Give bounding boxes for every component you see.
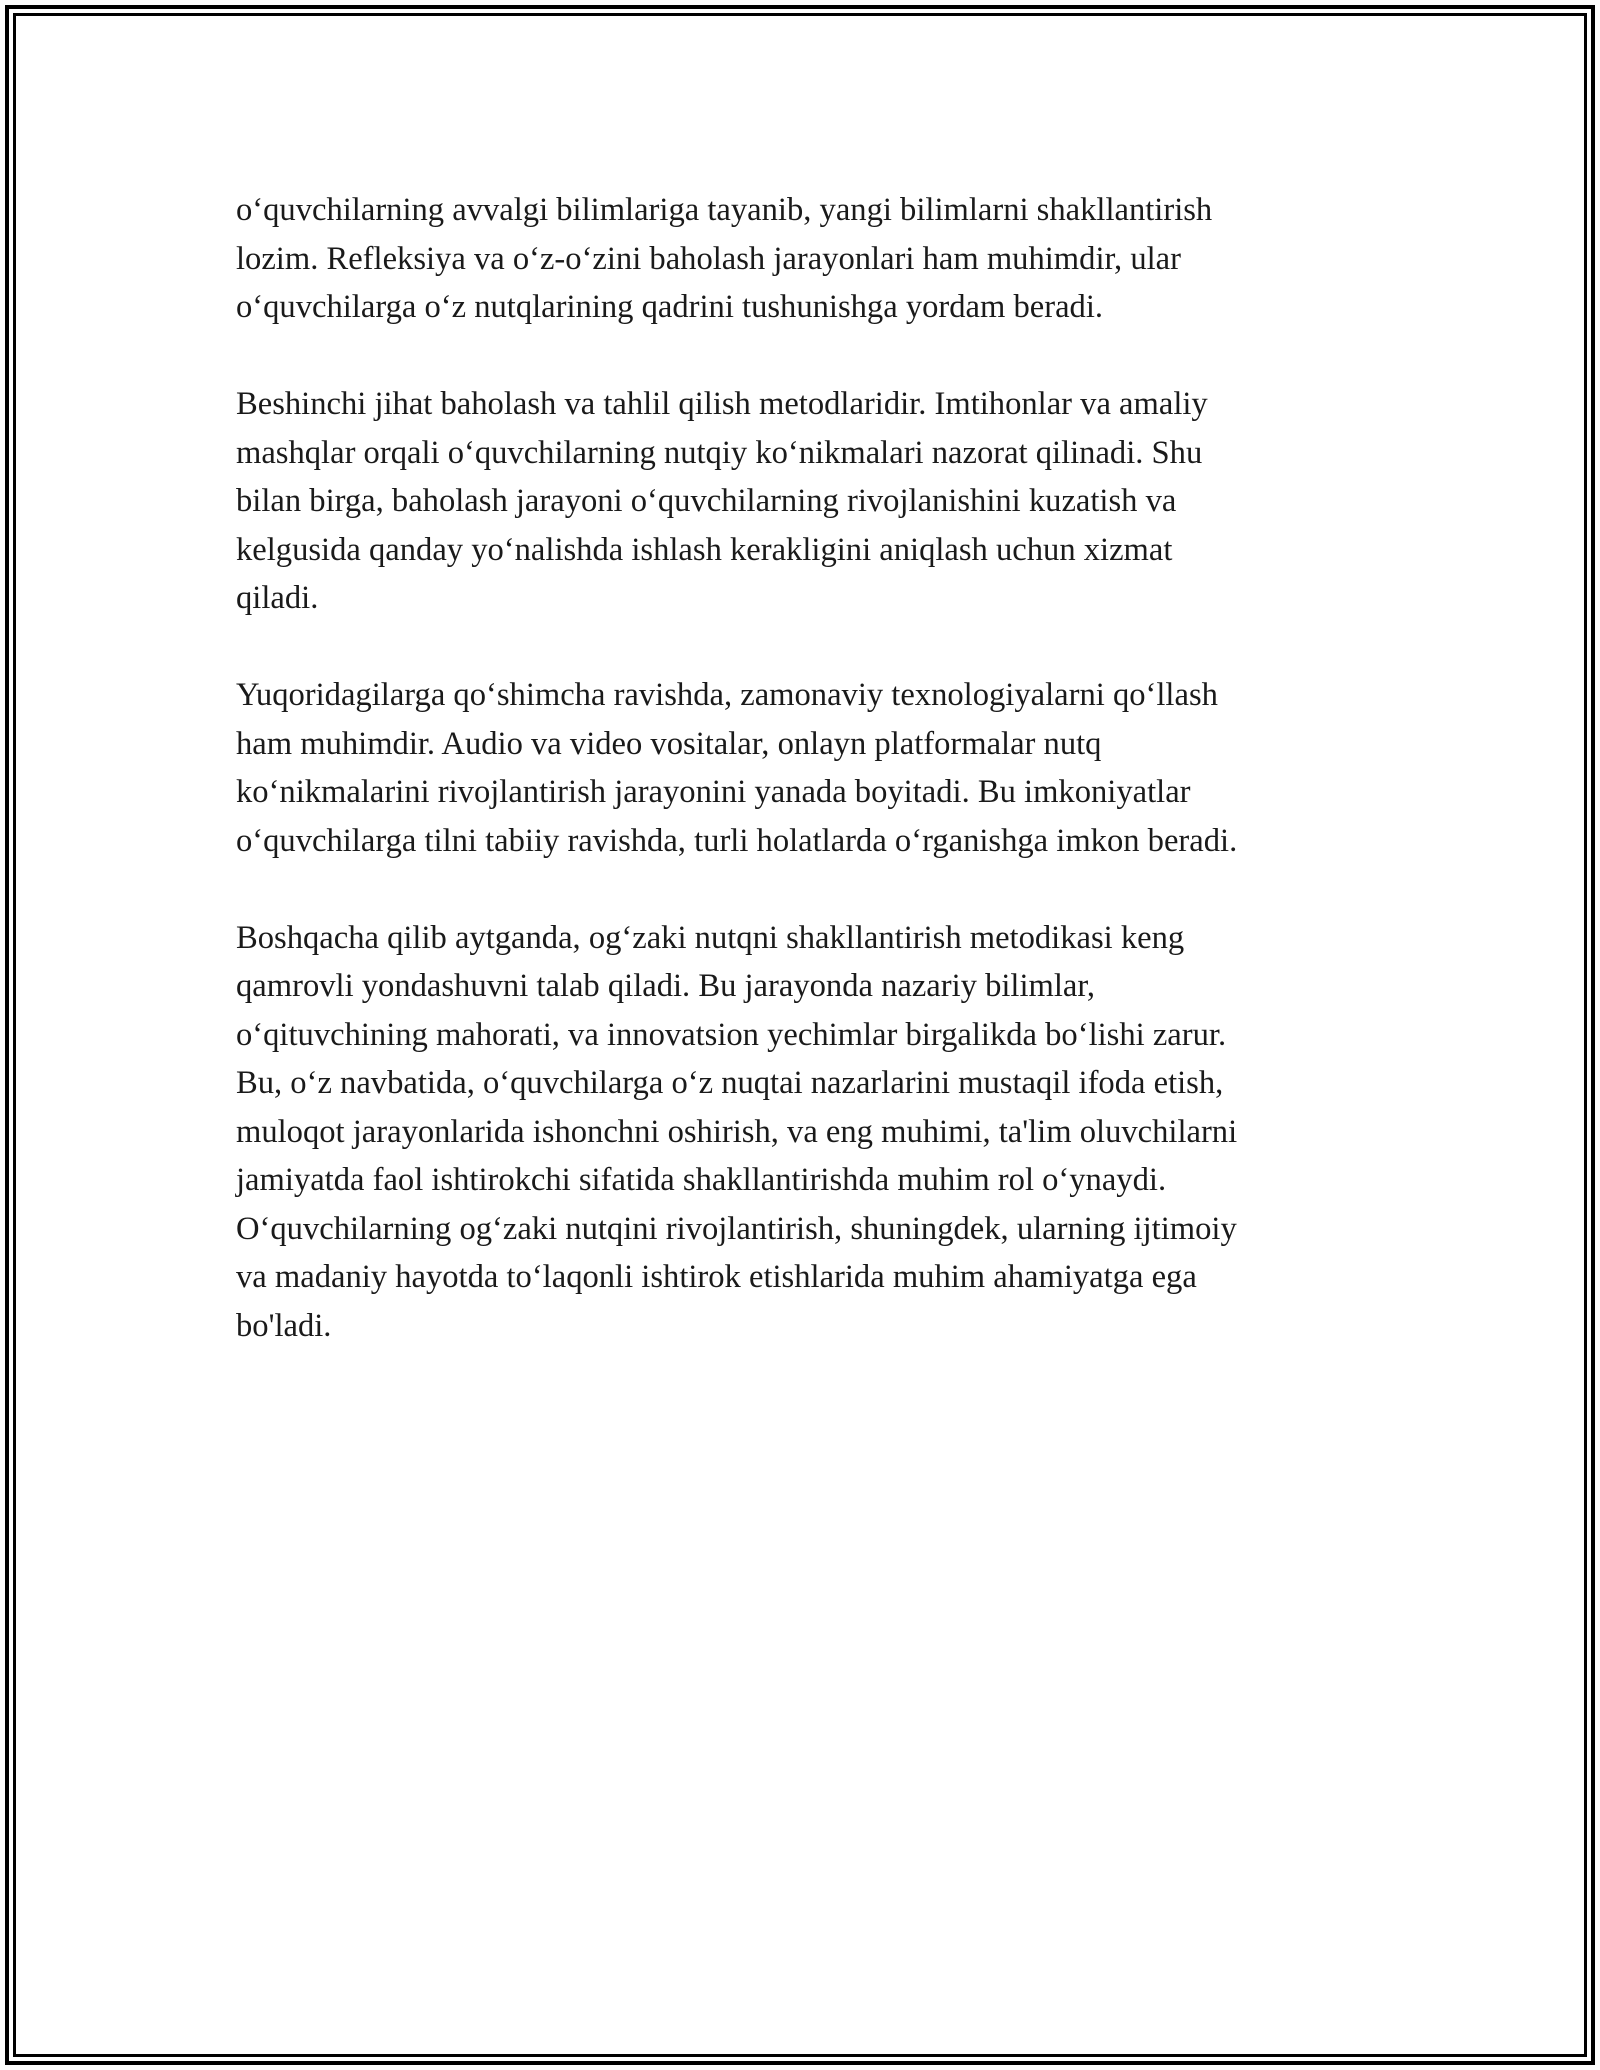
text-line: mashqlar orqali o‘quvchilarning nutqiy ko‘nikmalari nazorat qilinadi. Shu bbox=[236, 434, 1203, 471]
text-line: O‘quvchilarning og‘zaki nutqini rivojlantirish, shuningdek, ularning ijtimoiy bbox=[236, 1210, 1237, 1247]
paragraph bbox=[236, 671, 1376, 865]
paragraph bbox=[236, 186, 1376, 332]
page-body bbox=[236, 186, 1376, 1350]
text-line: ko‘nikmalarini rivojlantirish jarayonini yanada boyitadi. Bu imkoniyatlar bbox=[236, 774, 1191, 810]
text-line: bilan birga, baholash jarayoni o‘quvchilarning rivojlanishini kuzatish va bbox=[236, 483, 1177, 519]
text-line: o‘quvchilarning avvalgi bilimlariga tayanib, yangi bilimlarni shakllantirish bbox=[236, 192, 1213, 228]
paragraph bbox=[236, 914, 1376, 1351]
text-line: Beshinchi jihat baholash va tahlil qilish metodlaridir. Imtihonlar va amaliy bbox=[236, 386, 1208, 422]
text-line: jamiyatda faol ishtirokchi sifatida shakllantirishda muhim rol o‘ynaydi. bbox=[236, 1162, 1167, 1198]
text-line: bo'ladi. bbox=[236, 1307, 332, 1344]
text-line: Yuqoridagilarga qo‘shimcha ravishda, zamonaviy texnologiyalarni qo‘llash bbox=[236, 677, 1218, 713]
text-line: va madaniy hayotda to‘laqonli ishtirok etishlarida muhim ahamiyatga ega bbox=[236, 1259, 1197, 1295]
text-line: o‘quvchilarga tilni tabiiy ravishda, turli holatlarda o‘rganishga imkon beradi. bbox=[236, 822, 1238, 859]
paragraph bbox=[236, 380, 1376, 623]
text-line: lozim. Refleksiya va o‘z-o‘zini baholash jarayonlari ham muhimdir, ular bbox=[236, 240, 1181, 277]
text-line: muloqot jarayonlarida ishonchni oshirish, va eng muhimi, ta'lim oluvchilarni bbox=[236, 1113, 1238, 1150]
text-line: qiladi. bbox=[236, 580, 319, 616]
text-line: Boshqacha qilib aytganda, og‘zaki nutqni shakllantirish metodikasi keng bbox=[236, 919, 1185, 956]
text-line: Bu, o‘z navbatida, o‘quvchilarga o‘z nuqtai nazarlarini mustaqil ifoda etish, bbox=[236, 1065, 1224, 1101]
text-line: o‘qituvchining mahorati, va innovatsion yechimlar birgalikda bo‘lishi zarur. bbox=[236, 1016, 1227, 1053]
text-line: o‘quvchilarga o‘z nutqlarining qadrini tushunishga yordam beradi. bbox=[236, 289, 1104, 325]
text-line: qamrovli yondashuvni talab qiladi. Bu jarayonda nazariy bilimlar, bbox=[236, 968, 1096, 1004]
text-line: kelgusida qanday yo‘nalishda ishlash kerakligini aniqlash uchun xizmat bbox=[236, 531, 1173, 568]
text-line: ham muhimdir. Audio va video vositalar, onlayn platformalar nutq bbox=[236, 725, 1102, 762]
